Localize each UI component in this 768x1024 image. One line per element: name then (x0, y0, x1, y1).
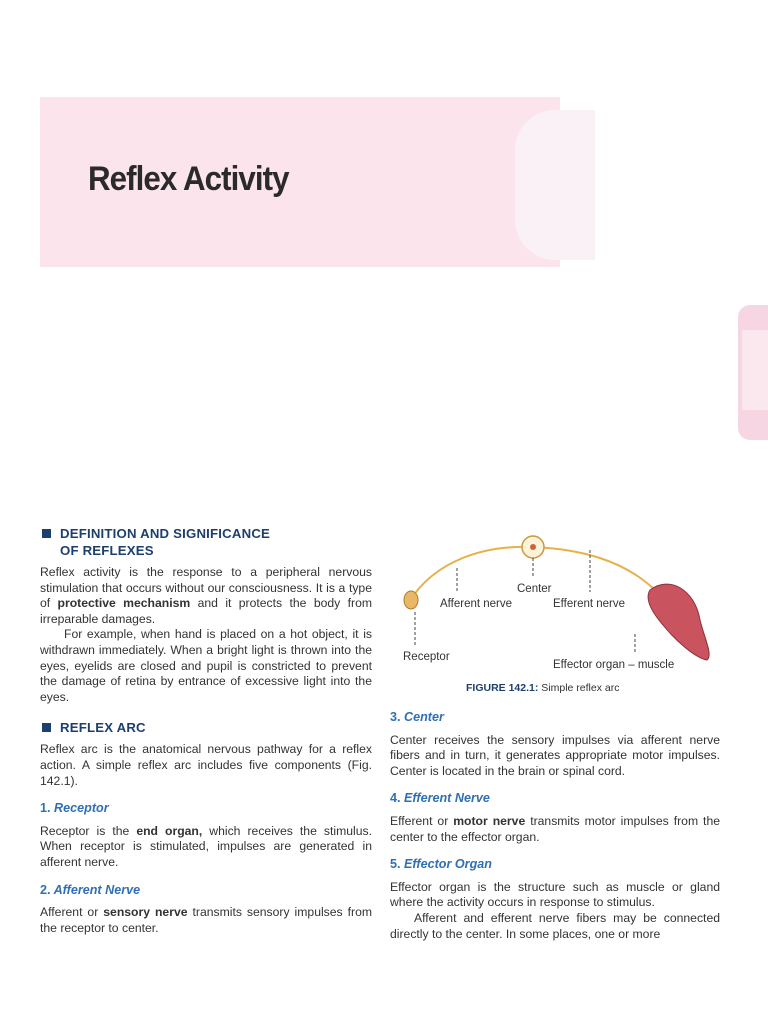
subheading-title: Receptor (54, 801, 109, 816)
figure-label-receptor: Receptor (403, 651, 450, 663)
afferent-paragraph (40, 905, 372, 936)
bold-term: sensory nerve (103, 905, 188, 920)
subheading-afferent-nerve (40, 883, 372, 899)
bold-term: protective mechanism (57, 596, 191, 611)
decorative-shape (515, 110, 595, 260)
center-paragraph: Center receives the sensory impulses via afferent nerve fibers and in turn, it generates appropriate motor impulses. Center is located in the brain or spinal cord. (390, 732, 720, 778)
subheading-title: Center (404, 710, 444, 724)
subheading-title: Effector Organ (404, 857, 492, 872)
right-column (390, 710, 720, 942)
subheading-number: 5. (390, 857, 401, 872)
left-column (40, 525, 372, 936)
efferent-paragraph (390, 814, 720, 845)
subheading-number: 4. (390, 791, 401, 806)
muscle-icon (648, 584, 709, 660)
subheading-receptor (40, 801, 372, 817)
section-heading-line2: OF REFLEXES (60, 543, 154, 558)
subheading-center (390, 710, 720, 726)
example-paragraph: For example, when hand is placed on a hot object, it is withdrawn immediately. When a bright light is thrown into the eyes, eyelids are closed and pupil is constricted to prevent the damage of retina by entrance of excessive light into the eyes. (40, 627, 372, 704)
figure-label-efferent: Efferent nerve (553, 598, 626, 610)
subheading-efferent-nerve (390, 791, 720, 807)
subheading-title: Efferent Nerve (404, 791, 490, 806)
text-run: transmits motor impulses from the center to the effector organ. (390, 813, 721, 844)
figure-caption-label: FIGURE 142.1: (466, 682, 539, 694)
figure-label-center: Center (517, 583, 552, 595)
text-run: Reflex activity is the response to a peripheral nervous stimulation that occurs without our consciousness. It is a type of (40, 565, 372, 611)
receptor-icon (404, 591, 418, 609)
subheading-number: 1. (40, 801, 51, 816)
center-nucleus-icon (530, 544, 536, 550)
section-heading-line1: DEFINITION AND SIGNIFICANCE (60, 526, 271, 541)
text-run: Receptor is the (40, 823, 137, 838)
subheading-number: 2. (40, 882, 51, 897)
bullet-square-icon (42, 723, 51, 732)
text-run: and it protects the body from irreparable damages. (40, 596, 372, 626)
bullet-square-icon (42, 529, 51, 538)
subheading-effector-organ (390, 857, 720, 873)
text-run: which receives the stimulus. When receptor is stimulated, impulses are generated in afferent nerve. (40, 823, 372, 869)
figure-label-effector: Effector organ – muscle (553, 659, 675, 671)
figure-caption-text: Simple reflex arc (538, 682, 620, 694)
subheading-number: 3. (390, 710, 401, 724)
figure-caption (466, 682, 619, 694)
figure-label-afferent: Afferent nerve (440, 598, 513, 610)
connection-paragraph: Afferent and efferent nerve fibers may be connected directly to the center. In some places, one or more (390, 910, 720, 941)
section-heading-reflex-arc (40, 719, 372, 736)
section-heading-definition (40, 525, 372, 559)
decorative-edge-tab-inner (742, 330, 768, 410)
bold-term: end organ, (136, 823, 203, 838)
text-run: Afferent or (40, 905, 104, 920)
section-heading-text: REFLEX ARC (60, 720, 146, 736)
effector-paragraph: Effector organ is the structure such as muscle or gland where the activity occurs in response to stimulus. (390, 879, 720, 910)
reflex-arc-paragraph: Reflex arc is the anatomical nervous pathway for a reflex action. A simple reflex arc includes five components (Fig. 142.1). (40, 742, 372, 788)
definition-paragraph (40, 565, 372, 627)
text-run: Efferent or (390, 813, 454, 828)
subheading-title: Afferent Nerve (53, 882, 141, 897)
receptor-paragraph (40, 824, 372, 871)
text-run: transmits sensory impulses from the receptor to center. (40, 905, 372, 935)
reflex-arc-figure (395, 530, 720, 700)
chapter-title: Reflex Activity (88, 160, 289, 198)
bold-term: motor nerve (453, 813, 526, 828)
